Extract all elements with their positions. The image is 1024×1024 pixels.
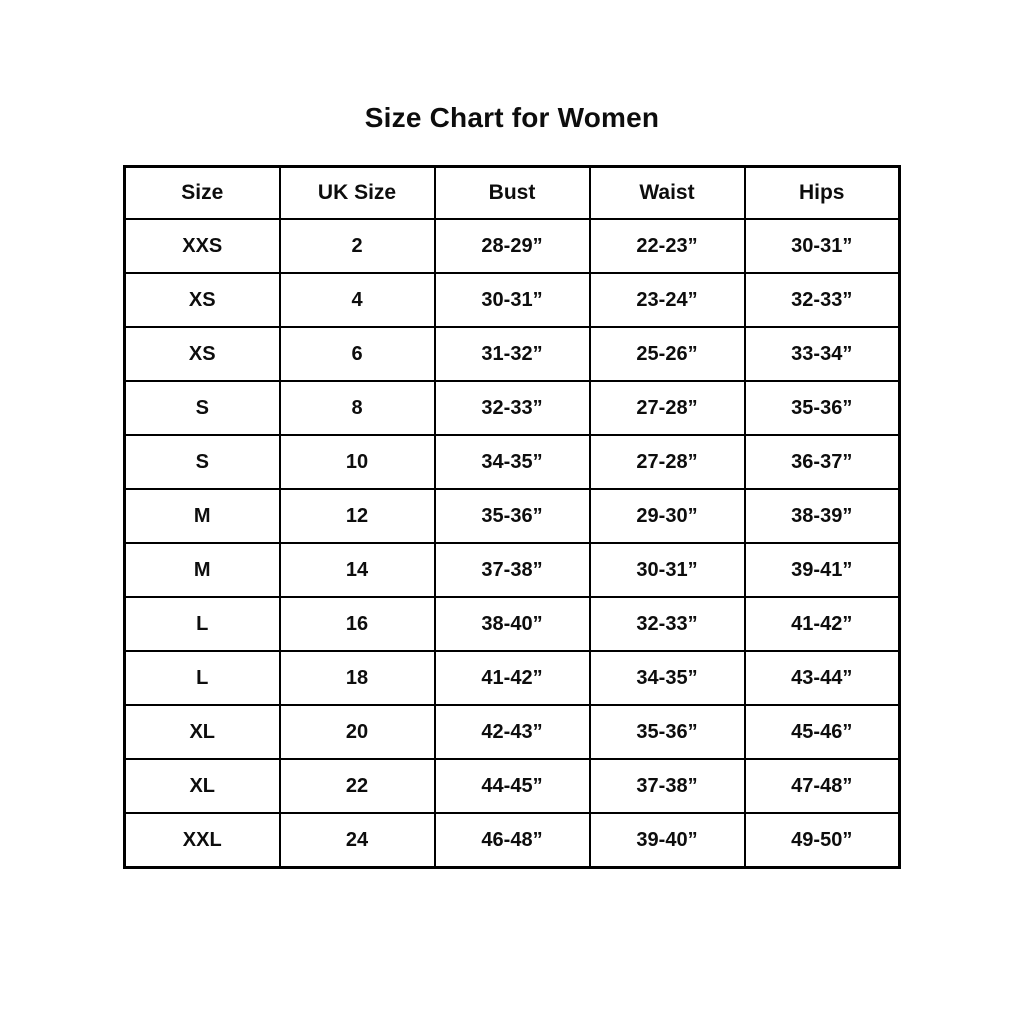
table-cell: S (125, 381, 280, 435)
table-cell: 35-36” (590, 705, 745, 759)
table-cell: 25-26” (590, 327, 745, 381)
header-cell-uk-size: UK Size (280, 167, 435, 220)
table-cell: 18 (280, 651, 435, 705)
table-cell: 49-50” (745, 813, 900, 868)
table-row (125, 273, 900, 327)
table-cell: 16 (280, 597, 435, 651)
table-row (125, 435, 900, 489)
table-cell: 8 (280, 381, 435, 435)
table-cell: 4 (280, 273, 435, 327)
table-cell: 41-42” (435, 651, 590, 705)
table-cell: 39-40” (590, 813, 745, 868)
table-cell: 22 (280, 759, 435, 813)
table-cell: 32-33” (435, 381, 590, 435)
size-table-head (125, 167, 900, 220)
table-cell: 29-30” (590, 489, 745, 543)
table-cell: XS (125, 327, 280, 381)
table-cell: 30-31” (590, 543, 745, 597)
table-cell: 46-48” (435, 813, 590, 868)
table-cell: 22-23” (590, 219, 745, 273)
table-row (125, 813, 900, 868)
table-cell: 44-45” (435, 759, 590, 813)
table-cell: S (125, 435, 280, 489)
table-cell: 35-36” (435, 489, 590, 543)
table-cell: 31-32” (435, 327, 590, 381)
table-cell: 42-43” (435, 705, 590, 759)
table-cell: 35-36” (745, 381, 900, 435)
table-cell: 2 (280, 219, 435, 273)
table-cell: 23-24” (590, 273, 745, 327)
table-row (125, 489, 900, 543)
table-cell: XL (125, 759, 280, 813)
table-cell: XL (125, 705, 280, 759)
header-cell-size: Size (125, 167, 280, 220)
table-cell: 27-28” (590, 381, 745, 435)
table-cell: 37-38” (435, 543, 590, 597)
table-cell: 14 (280, 543, 435, 597)
table-cell: 36-37” (745, 435, 900, 489)
size-table-body (125, 219, 900, 868)
table-cell: XS (125, 273, 280, 327)
table-row (125, 381, 900, 435)
table-cell: 27-28” (590, 435, 745, 489)
header-cell-waist: Waist (590, 167, 745, 220)
table-row (125, 705, 900, 759)
table-cell: 34-35” (590, 651, 745, 705)
table-cell: 41-42” (745, 597, 900, 651)
table-cell: 6 (280, 327, 435, 381)
table-cell: 47-48” (745, 759, 900, 813)
table-cell: XXL (125, 813, 280, 868)
table-cell: 38-40” (435, 597, 590, 651)
table-cell: 33-34” (745, 327, 900, 381)
table-row (125, 543, 900, 597)
table-cell: 32-33” (745, 273, 900, 327)
table-cell: L (125, 651, 280, 705)
table-cell: 30-31” (435, 273, 590, 327)
table-cell: 12 (280, 489, 435, 543)
table-row (125, 651, 900, 705)
table-cell: 43-44” (745, 651, 900, 705)
table-cell: 45-46” (745, 705, 900, 759)
header-row (125, 167, 900, 220)
table-cell: 24 (280, 813, 435, 868)
table-cell: 39-41” (745, 543, 900, 597)
table-cell: M (125, 489, 280, 543)
table-row (125, 597, 900, 651)
table-cell: XXS (125, 219, 280, 273)
table-cell: 30-31” (745, 219, 900, 273)
header-cell-bust: Bust (435, 167, 590, 220)
table-row (125, 759, 900, 813)
size-chart-table (123, 165, 901, 869)
page-title: Size Chart for Women (364, 102, 660, 133)
table-row (125, 219, 900, 273)
table-cell: 37-38” (590, 759, 745, 813)
table-cell: 32-33” (590, 597, 745, 651)
table-cell: 34-35” (435, 435, 590, 489)
table-cell: 38-39” (745, 489, 900, 543)
table-cell: 10 (280, 435, 435, 489)
table-cell: 28-29” (435, 219, 590, 273)
table-row (125, 327, 900, 381)
header-cell-hips: Hips (745, 167, 900, 220)
table-cell: 20 (280, 705, 435, 759)
table-cell: L (125, 597, 280, 651)
table-cell: M (125, 543, 280, 597)
